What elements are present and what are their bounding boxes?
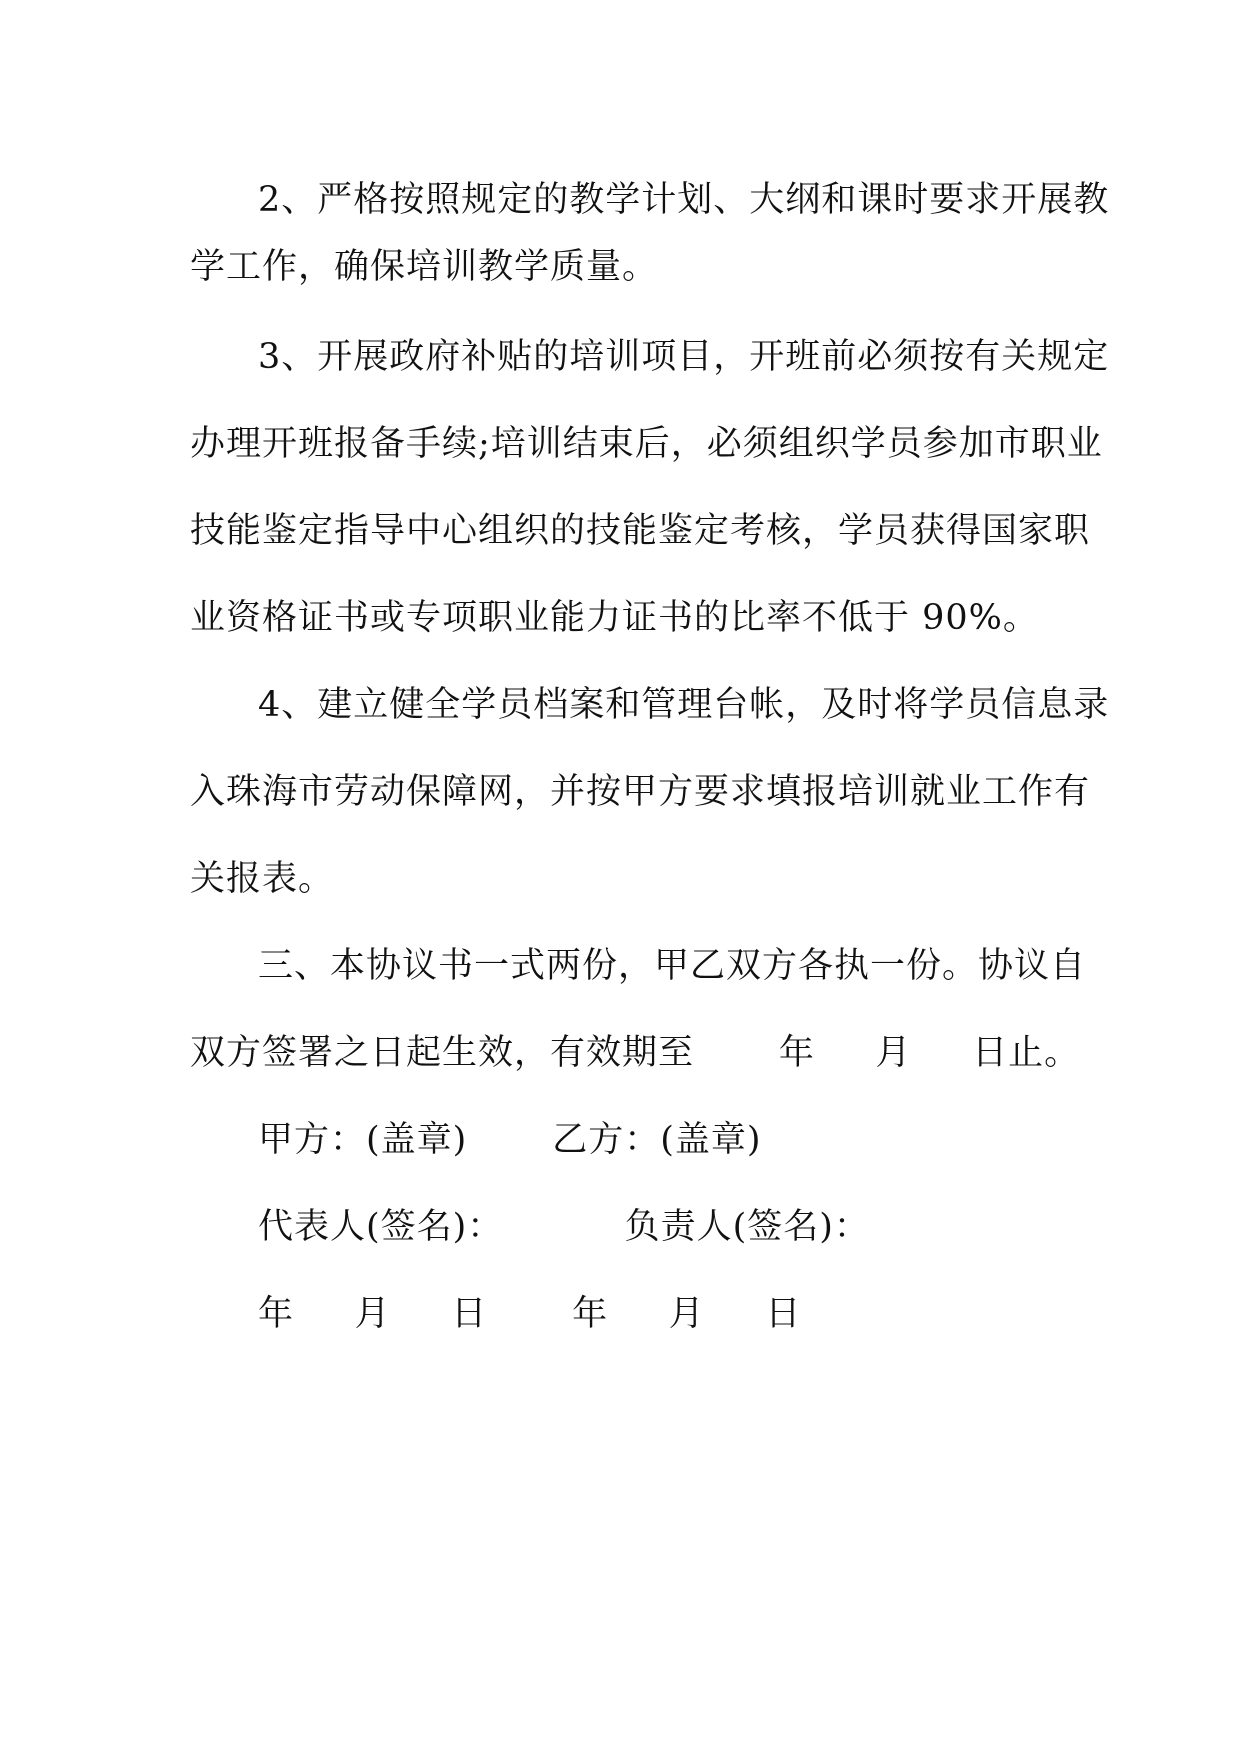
paragraph-4-line-2: 入珠海市劳动保障网，并按甲方要求填报培训就业工作有	[190, 772, 1091, 812]
paragraph-4-line-3: 关报表。	[190, 859, 335, 899]
paragraph-3-line-3: 技能鉴定指导中心组织的技能鉴定考核，学员获得国家职	[190, 511, 1091, 551]
paragraph-2-line-2: 学工作，确保培训教学质量。	[190, 247, 659, 287]
paragraph-2-line-1: 2、严格按照规定的教学计划、大纲和课时要求开展教	[258, 180, 1110, 220]
date-line: 年 月 日 年 月 日	[258, 1294, 802, 1334]
paragraph-4-line-1: 4、建立健全学员档案和管理台帐，及时将学员信息录	[258, 685, 1110, 725]
clause-3-line-2: 双方签署之日起生效，有效期至 年 月 日止。	[190, 1033, 1081, 1073]
paragraph-3-line-1: 3、开展政府补贴的培训项目，开班前必须按有关规定	[258, 337, 1110, 377]
signature-line: 代表人(签名)： 负责人(签名)：	[258, 1207, 870, 1247]
paragraph-3-line-4: 业资格证书或专项职业能力证书的比率不低于 90%。	[190, 598, 1039, 638]
party-seal-line: 甲方：(盖章) 乙方：(盖章)	[258, 1120, 762, 1160]
paragraph-3-line-2: 办理开班报备手续;培训结束后，必须组织学员参加市职业	[190, 424, 1103, 464]
clause-3-line-1: 三、本协议书一式两份，甲乙双方各执一份。协议自	[258, 946, 1087, 986]
